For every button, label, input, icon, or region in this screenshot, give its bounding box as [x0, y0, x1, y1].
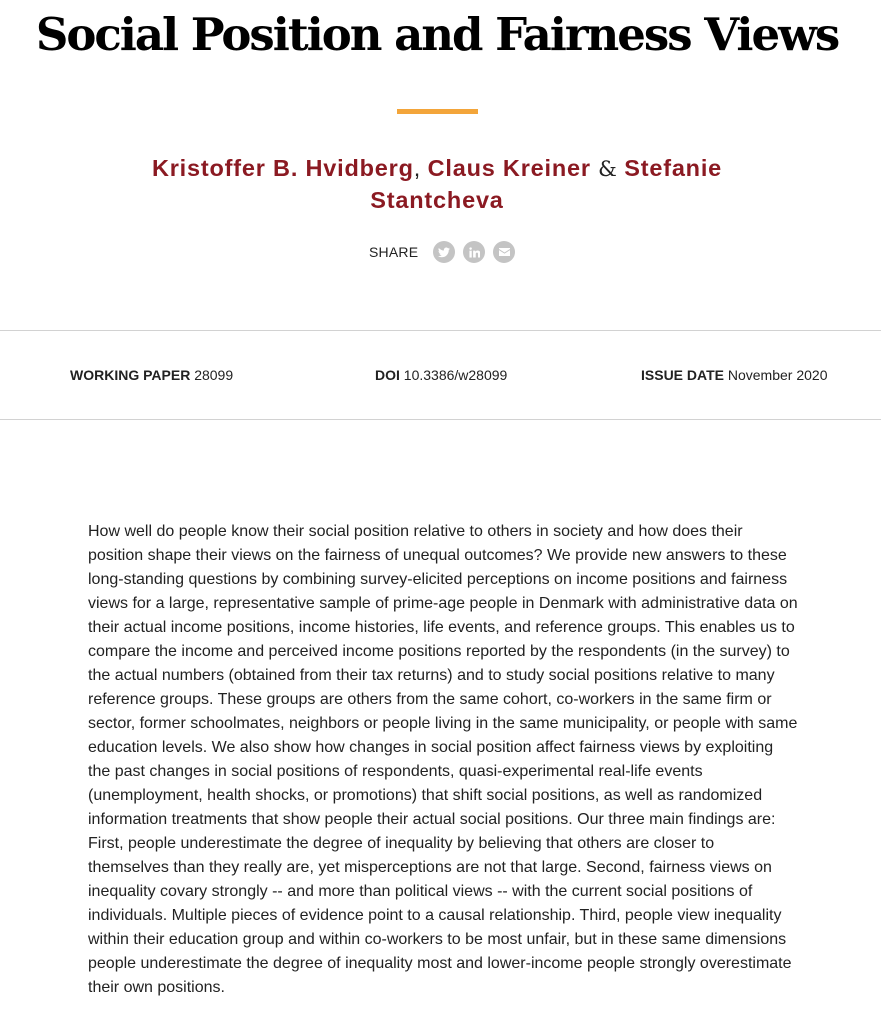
share-linkedin-button[interactable] [463, 241, 485, 263]
meta-issue-date-value: November 2020 [727, 367, 828, 383]
author-list [0, 153, 874, 216]
meta-working-paper [70, 367, 233, 383]
title-accent-bar [397, 109, 478, 114]
author-line-1 [0, 153, 874, 185]
share-email-button[interactable] [493, 241, 515, 263]
author-link-hvidberg[interactable]: Kristoffer B. Hvidberg [151, 155, 414, 181]
metadata-divider-bottom [0, 419, 881, 420]
meta-doi-label: DOI [375, 367, 400, 383]
author-separator-ampersand: & [598, 157, 617, 181]
share-bar [369, 240, 515, 264]
abstract-text: How well do people know their social position relative to others in society and how does their position shape their views on the fairness of unequal outcomes? We provide new answers to these long-standing questions by combining survey-elicited perceptions on income positions and fairness views for a large, representative sample of prime-age people in Denmark with administrative data on their actual income positions, income histories, life events, and reference groups. This enables us to compare the income and perceived income positions reported by the respondents (in the survey) to the actual numbers (obtained from their tax returns) and to study social positions relative to many reference groups. These groups are others from the same cohort, co-workers in the same firm or sector, former schoolmates, neighbors or people living in the same municipality, or people with same education levels. We also show how changes in social position affect fairness views by exploiting the past changes in social positions of respondents, quasi-experimental real-life events (unemployment, health shocks, or promotions) that shift social positions, as well as randomized information treatments that show people their actual social positions. Our three main findings are: First, people underestimate the degree of inequality by believing that others are closer to themselves than they really are, yet misperceptions are not that large. Second, fairness views on inequality covary strongly -- and more than political views -- with the current social positions of individuals. Multiple pieces of evidence point to a causal relationship. Third, people view inequality within their education group and within co-workers to be most unfair, but in these same dimensions people underestimate the degree of inequality most and lower-income people strongly overestimate their own positions. [88, 523, 798, 996]
author-link-kreiner[interactable]: Claus Kreiner [427, 155, 591, 181]
meta-working-paper-label: WORKING PAPER [70, 367, 191, 383]
page-title: Social Position and Fairness Views [35, 8, 839, 61]
meta-issue-date-label: ISSUE DATE [641, 367, 724, 383]
linkedin-icon [469, 247, 480, 258]
meta-doi [375, 367, 507, 383]
meta-working-paper-value: 28099 [194, 367, 234, 383]
share-twitter-button[interactable] [433, 241, 455, 263]
author-link-stantcheva-first[interactable]: Stefanie [624, 155, 723, 181]
twitter-icon [438, 247, 450, 258]
share-label: SHARE [369, 244, 419, 260]
email-icon [499, 248, 510, 256]
metadata-divider-top [0, 330, 881, 331]
author-line-2 [0, 185, 874, 216]
author-separator-comma: , [413, 155, 421, 181]
author-link-stantcheva-last[interactable]: Stantcheva [370, 187, 504, 213]
meta-doi-value[interactable]: 10.3386/w28099 [403, 367, 508, 383]
meta-issue-date [641, 367, 828, 383]
